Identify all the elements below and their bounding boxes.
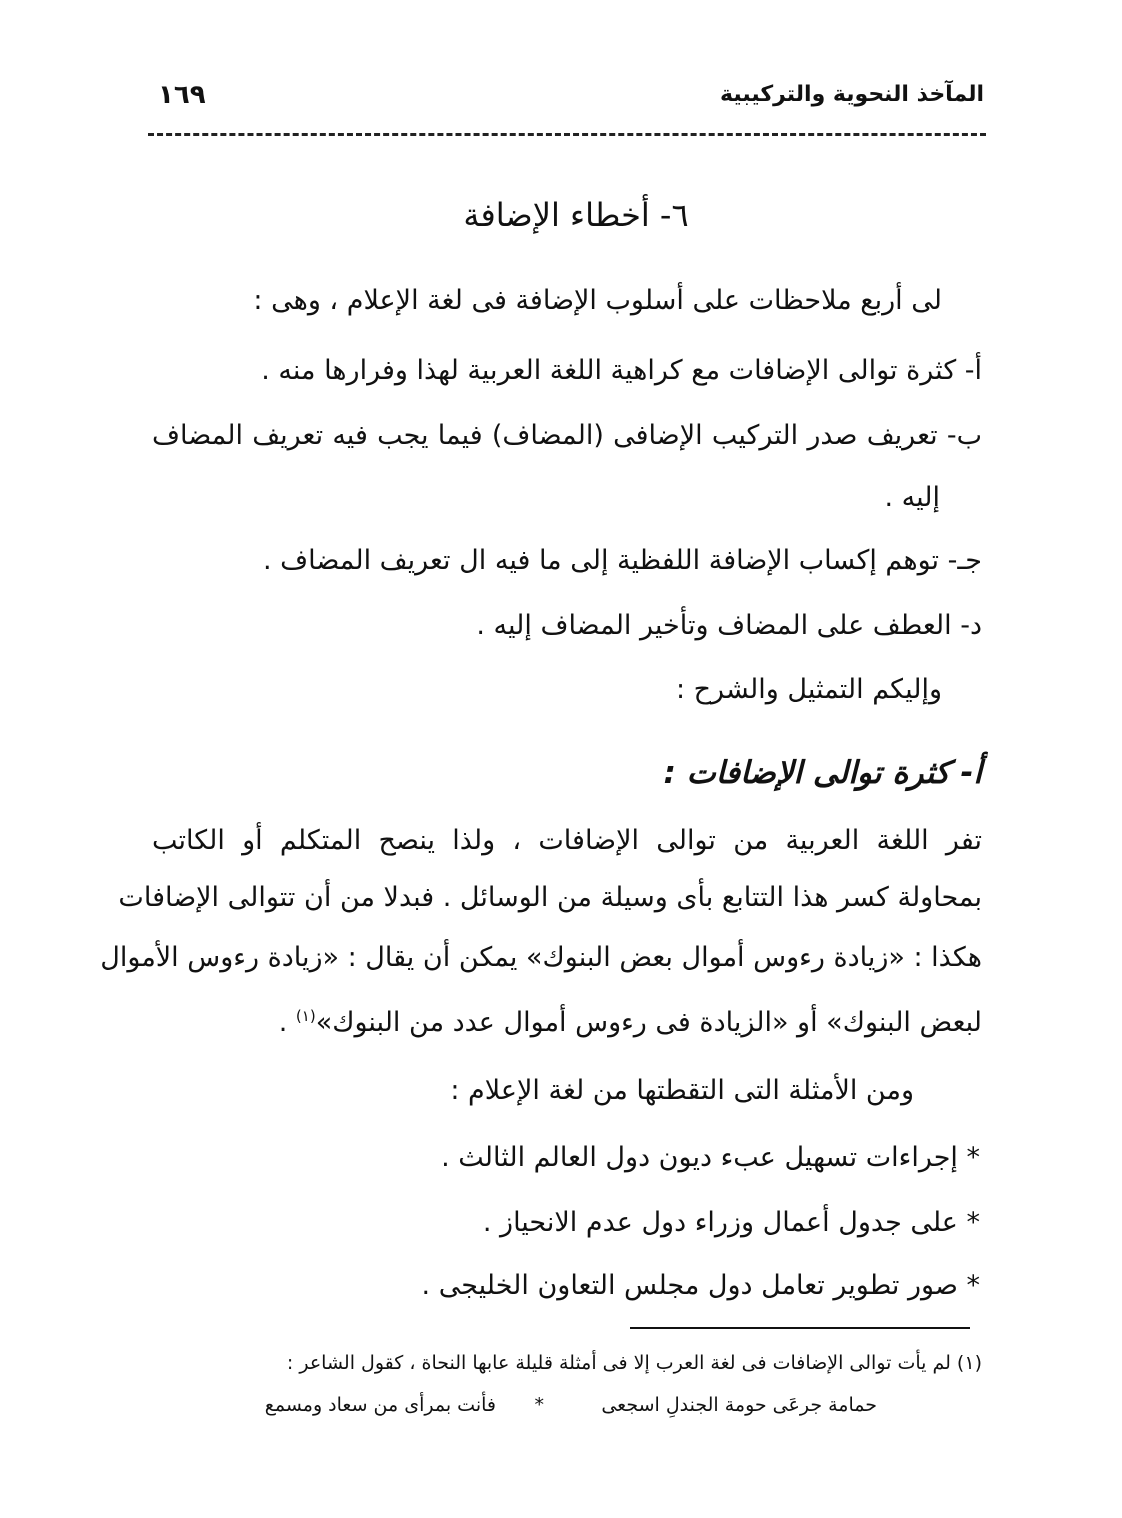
paragraph-line-3: هكذا : «زيادة رءوس أموال بعض البنوك» يمكن أن يقال : «زيادة رءوس الأموال [100, 942, 982, 973]
paragraph-line-4 [279, 998, 982, 1041]
lead-in: وإليكم التمثيل والشرح : [675, 674, 942, 705]
examples-intro: ومن الأمثلة التى التقطتها من لغة الإعلام : [450, 1075, 914, 1106]
paragraph-line-1: تفر اللغة العربية من توالى الإضافات ، ولذا ينصح المتكلم أو الكاتب [152, 825, 982, 856]
page-number: ١٦٩ [158, 80, 206, 110]
list-item-c: جـ- توهم إكساب الإضافة اللفظية إلى ما فيه ال تعريف المضاف . [262, 545, 982, 576]
example-item-2: * على جدول أعمال وزراء دول عدم الانحياز . [482, 1207, 980, 1238]
section-intro: لى أربع ملاحظات على أسلوب الإضافة فى لغة الإعلام ، وهى : [253, 285, 942, 316]
header-divider [148, 133, 986, 136]
paragraph-end: . [278, 1007, 296, 1038]
footnote-line-1: (١) لم يأت توالى الإضافات فى لغة العرب إلا فى أمثلة قليلة عابها النحاة ، كقول الشاعر : [286, 1352, 982, 1374]
footnote-verse-first-hemistich: حمامة جرعَى حومة الجندلِ اسجعى [601, 1394, 877, 1416]
section-title: ٦- أخطاء الإضافة [463, 196, 689, 234]
paragraph-line-2: بمحاولة كسر هذا التتابع بأى وسيلة من الوسائل . فبدلا من أن تتوالى الإضافات [118, 882, 982, 913]
example-item-3: * صور تطوير تعامل دول مجلس التعاون الخليجى . [421, 1270, 980, 1301]
footnote-marker: (١) [295, 1007, 316, 1025]
list-item-a: أ- كثرة توالى الإضافات مع كراهية اللغة العربية لهذا وفرارها منه . [261, 355, 982, 386]
paragraph-line-4-text: لبعض البنوك» أو «الزيادة فى رءوس أموال عدد من البنوك» [315, 1007, 982, 1038]
example-item-1: * إجراءات تسهيل عبء ديون دول العالم الثالث . [441, 1142, 980, 1173]
footnote-divider [630, 1327, 970, 1329]
running-head: المآخذ النحوية والتركيبية [720, 82, 984, 107]
list-item-b-continued: إليه . [884, 482, 940, 513]
list-item-d: د- العطف على المضاف وتأخير المضاف إليه . [476, 610, 982, 641]
subsection-heading: أ- كثرة توالى الإضافات : [663, 755, 982, 791]
footnote-verse-second-hemistich: فأنت بمرأى من سعاد ومسمع [264, 1394, 496, 1416]
list-item-b: ب- تعريف صدر التركيب الإضافى (المضاف) فيما يجب فيه تعريف المضاف [152, 420, 982, 451]
footnote-verse-separator: * [534, 1394, 544, 1416]
